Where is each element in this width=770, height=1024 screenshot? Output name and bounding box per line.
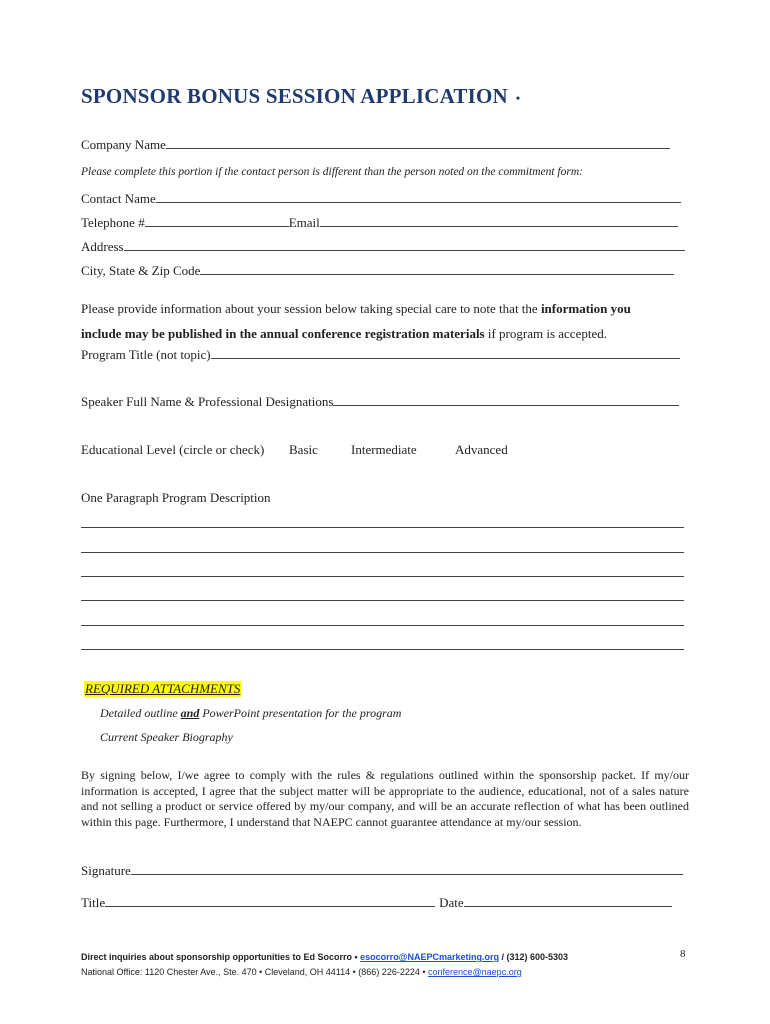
- description-line[interactable]: [81, 527, 684, 528]
- contact-name-row: [81, 190, 681, 207]
- program-title-row: [81, 346, 680, 363]
- edu-option-basic[interactable]: Basic: [289, 442, 318, 457]
- session-info-instructions: Please provide information about your session below taking special care to note that the information you include may be published in the annual conference registration materials if program is accepted.: [81, 301, 631, 341]
- attachment-biography: Current Speaker Biography: [100, 730, 233, 744]
- telephone-field[interactable]: [145, 214, 289, 227]
- contact-name-label: Contact Name: [81, 191, 156, 206]
- date-field[interactable]: [464, 894, 672, 907]
- signature-field[interactable]: [131, 862, 683, 875]
- email-label: Email: [288, 215, 320, 230]
- required-attachments-heading: REQUIRED ATTACHMENTS: [85, 681, 241, 696]
- title-label: Title: [81, 895, 106, 910]
- educational-level-label: Educational Level (circle or check): [81, 442, 265, 457]
- company-name-row: [81, 136, 670, 153]
- description-line[interactable]: [81, 649, 684, 650]
- company-name-label: Company Name: [81, 137, 166, 152]
- program-title-field[interactable]: [211, 346, 680, 359]
- contact-name-field[interactable]: [156, 190, 681, 203]
- telephone-label: Telephone #: [81, 215, 145, 230]
- city-state-zip-field[interactable]: [200, 262, 674, 275]
- date-label: Date: [439, 895, 464, 910]
- title-field[interactable]: [105, 894, 435, 907]
- speaker-label: Speaker Full Name & Professional Designations: [81, 394, 334, 409]
- footer: [81, 950, 568, 980]
- telephone-email-row: [81, 214, 678, 231]
- description-line[interactable]: [81, 625, 684, 626]
- description-line[interactable]: [81, 576, 684, 577]
- contact-instruction: Please complete this portion if the contact person is different than the person noted on the commitment form:: [81, 166, 583, 178]
- description-line[interactable]: [81, 600, 684, 601]
- footer-line-2: National Office: 1120 Chester Ave., Ste. 470 • Cleveland, OH 44114 • (866) 226-2224 • conference@naepc.org: [81, 967, 522, 977]
- page-title: [81, 84, 520, 109]
- address-field[interactable]: [124, 238, 685, 251]
- edu-option-intermediate[interactable]: Intermediate: [351, 442, 417, 457]
- email-field[interactable]: [320, 214, 678, 227]
- signature-label: Signature: [81, 863, 131, 878]
- address-row: [81, 238, 685, 255]
- title-date-row: [81, 894, 672, 911]
- speaker-row: [81, 393, 679, 410]
- city-state-zip-label: City, State & Zip Code: [81, 263, 201, 278]
- edu-option-advanced[interactable]: Advanced: [455, 442, 508, 457]
- footer-line-1: Direct inquiries about sponsorship opportunities to Ed Socorro • esocorro@NAEPCmarketing.org / (312) 600-5303: [81, 952, 569, 962]
- educational-level-row: [81, 442, 264, 458]
- address-label: Address: [81, 239, 124, 254]
- signature-row: [81, 862, 683, 879]
- speaker-field[interactable]: [333, 393, 679, 406]
- title-text: SPONSOR BONUS SESSION APPLICATION: [81, 84, 508, 108]
- conference-email-link[interactable]: conference@naepc.org: [428, 967, 522, 977]
- city-state-zip-row: [81, 262, 674, 279]
- company-name-field[interactable]: [166, 136, 670, 149]
- title-bullet: •: [515, 90, 521, 105]
- attachment-outline: Detailed outline and PowerPoint presentation for the program: [100, 706, 402, 720]
- agreement-paragraph: By signing below, I/we agree to comply with the rules & regulations outlined within the sponsorship packet. If my/our information is accepted, I agree that the subject matter will be appropriate to the audience, educational, not of a sales nature and not selling a product or service offered by my/our company, and will be an accurate reflection of what has been outlined within this page. Furthermore, I understand that NAEPC cannot guarantee attendance at my/our session.: [81, 768, 689, 829]
- sponsor-email-link[interactable]: esocorro@NAEPCmarketing.org: [360, 952, 499, 962]
- description-line[interactable]: [81, 552, 684, 553]
- page-number: 8: [680, 948, 686, 960]
- description-label: One Paragraph Program Description: [81, 490, 271, 505]
- program-title-label: Program Title (not topic): [81, 347, 211, 362]
